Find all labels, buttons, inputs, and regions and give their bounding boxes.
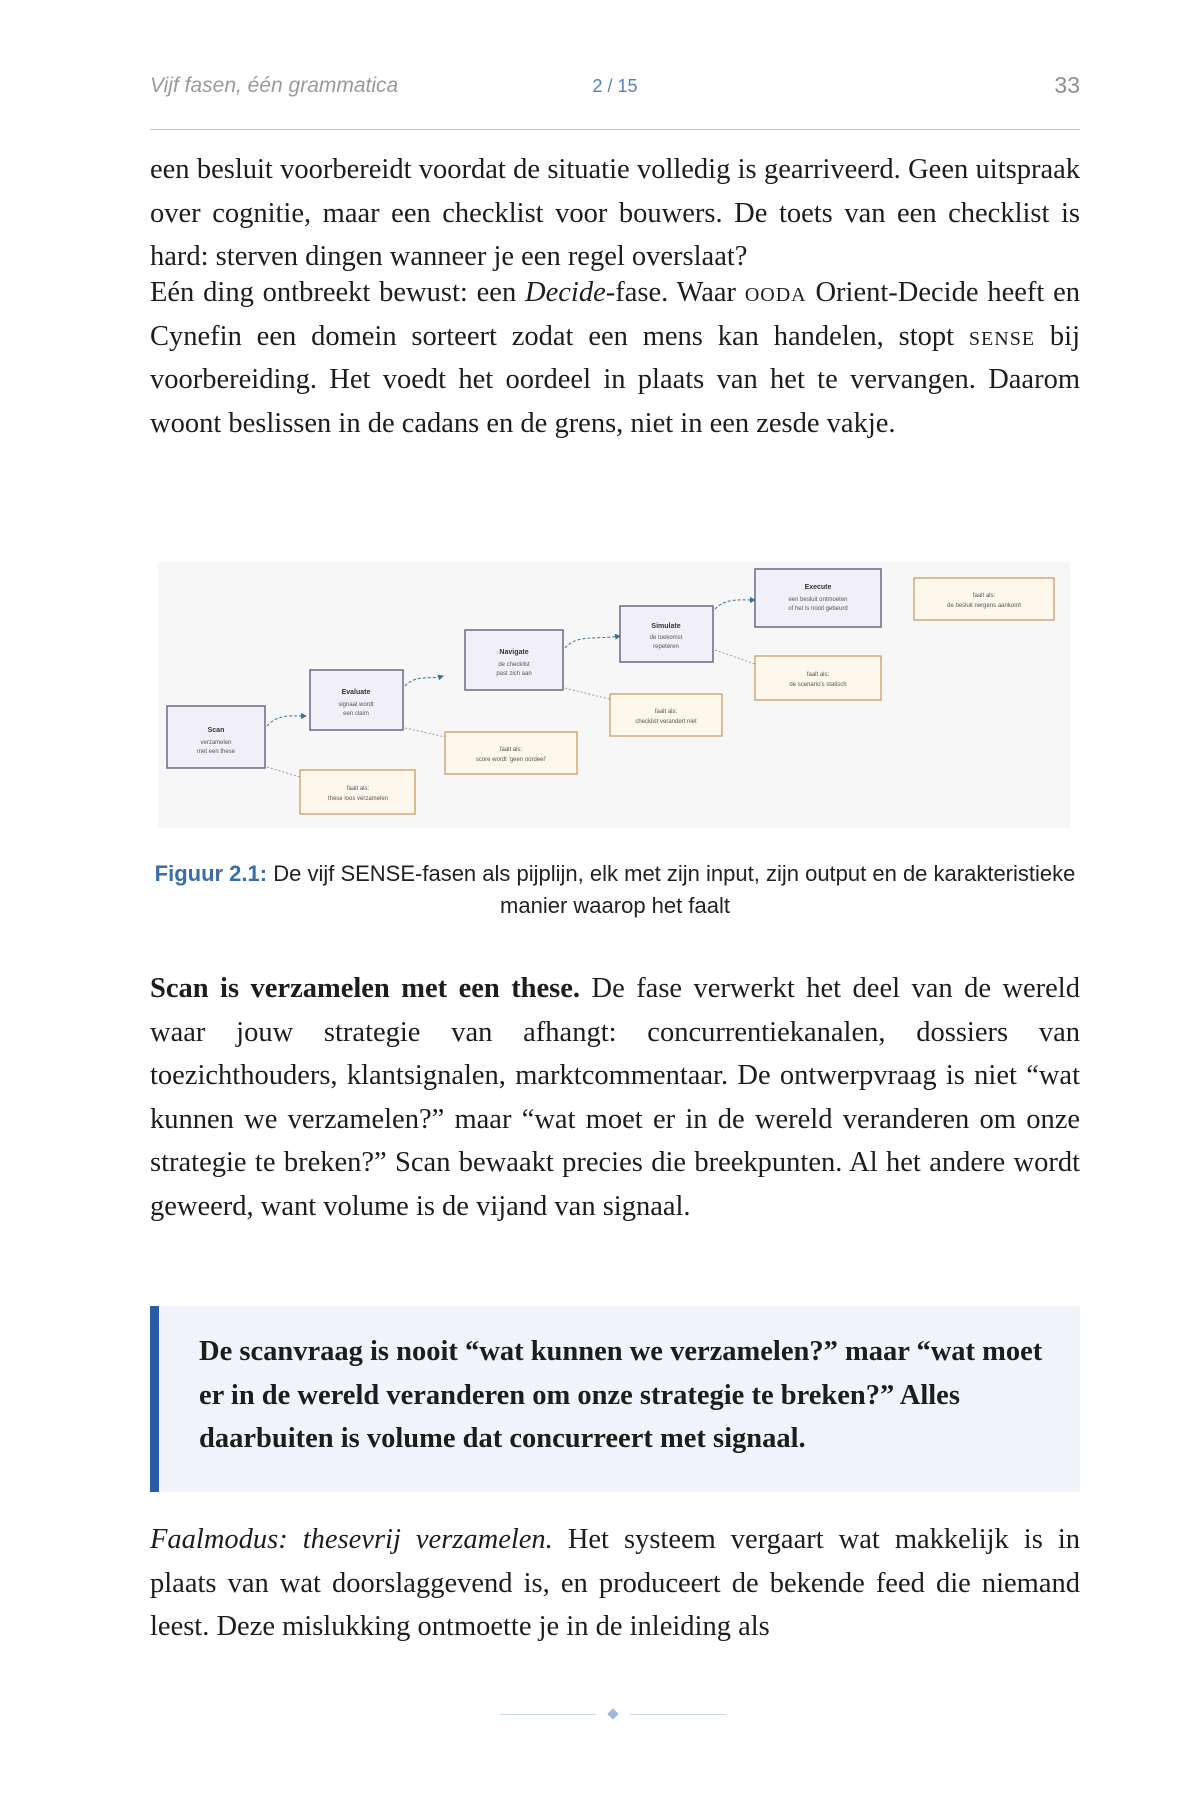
ooda-term: ooda xyxy=(744,277,807,308)
header-rule xyxy=(150,129,1080,130)
fail-link-simulate xyxy=(715,650,755,664)
fail-note-execute-b xyxy=(807,562,830,564)
fail-note-simulate xyxy=(755,656,881,700)
svg-text:de toekomst: de toekomst xyxy=(649,635,683,641)
svg-text:these loos verzamelen: these loos verzamelen xyxy=(327,796,389,802)
connector-evaluate-navigate xyxy=(405,676,443,686)
fail-link-scan xyxy=(267,767,300,777)
svg-text:faalt als:: faalt als: xyxy=(806,672,830,678)
connector-navigate-simulate xyxy=(565,636,620,648)
svg-text:Navigate: Navigate xyxy=(499,649,529,656)
svg-text:een claim: een claim xyxy=(343,711,369,717)
svg-text:de besluit nergens aankomt: de besluit nergens aankomt xyxy=(947,603,1021,609)
fail-link-evaluate xyxy=(405,728,445,737)
svg-text:de checklist: de checklist xyxy=(498,662,530,668)
connector-scan-evaluate xyxy=(267,716,306,726)
svg-text:checklist verandert niet: checklist verandert niet xyxy=(635,719,697,725)
connector-simulate-execute xyxy=(715,600,755,609)
svg-text:faalt als:: faalt als: xyxy=(346,786,370,792)
pipeline-diagram xyxy=(158,562,1070,828)
svg-text:repeteren: repeteren xyxy=(653,644,679,650)
fail-note-execute xyxy=(914,578,1054,620)
running-title: Vijf fasen, één grammatica xyxy=(150,74,399,97)
svg-text:faalt als:: faalt als: xyxy=(972,593,996,599)
scan-lead: Scan is verzamelen met een these. xyxy=(150,973,581,1004)
svg-text:Evaluate: Evaluate xyxy=(341,689,371,696)
callout-box xyxy=(150,1306,1080,1492)
svg-text:past zich aan: past zich aan xyxy=(496,671,532,677)
ornament-line-right xyxy=(630,1714,726,1715)
paragraph-checklist: een besluit voorbereidt voordat de situatie volledig is gearriveerd. Geen uitspraak over cognitie, maar een checklist voor bouwers. De toets van een checklist is hard: sterven dingen wanneer je een regel overslaat? xyxy=(150,154,1080,272)
svg-text:signaal wordt: signaal wordt xyxy=(338,702,374,708)
figure-caption xyxy=(150,858,1080,922)
svg-text:de scenario's statisch: de scenario's statisch xyxy=(789,682,847,688)
svg-text:of het is nooit gebeurd: of het is nooit gebeurd xyxy=(788,606,848,612)
svg-text:verzamelen: verzamelen xyxy=(200,740,232,746)
failure-mode-lead: Faalmodus: thesevrij verzamelen. xyxy=(150,1524,553,1555)
svg-text:Scan: Scan xyxy=(207,727,225,734)
paragraph-failure-mode: Faalmodus: thesevrij verzamelen. Het systeem vergaart wat makkelijk is in plaats van wat doorslaggevend is, en produceert de bekende feed die niemand leest. Deze mislukking ontmoette je in de inleiding als xyxy=(150,1524,1080,1642)
svg-text:faalt als:: faalt als: xyxy=(654,709,678,715)
fail-note-scan xyxy=(300,770,415,814)
svg-text:met een these: met een these xyxy=(196,749,236,755)
svg-text:score wordt ‘geen oordeel’: score wordt ‘geen oordeel’ xyxy=(475,757,547,763)
page-ornament xyxy=(0,1705,1200,1725)
section-page-indicator: 2 / 15 xyxy=(592,76,638,96)
svg-text:Execute: Execute xyxy=(804,584,832,591)
fail-link-navigate xyxy=(565,688,613,700)
page-number: 33 xyxy=(1054,72,1080,98)
ornament-line-left xyxy=(500,1714,596,1715)
node-execute xyxy=(755,569,881,627)
paragraph-decide: Eén ding ontbreekt bewust: een Decide-fase. Waar ooda Orient-Decide heeft en Cynefin een domein sorteert zodat een mens kan handelen, stopt sense bij voorbereiding. Het voedt het oordeel in plaats van het te vervangen. Daarom woont beslissen in de cadans en de grens, niet in een zesde vakje. xyxy=(150,277,1081,439)
fail-note-evaluate xyxy=(445,732,577,774)
sense-pipeline-figure xyxy=(158,562,1070,828)
node-navigate xyxy=(465,630,563,690)
ornament-diamond xyxy=(607,1708,618,1719)
decide-term: Decide xyxy=(525,277,606,308)
caption-text: De vijf SENSE-fasen als pijplijn, elk met zijn input, zijn output en de karakteristieke manier waarop het faalt xyxy=(267,861,1076,918)
caption-label: Figuur 2.1: xyxy=(154,861,268,886)
svg-text:faalt als:: faalt als: xyxy=(499,747,523,753)
svg-text:Simulate: Simulate xyxy=(651,623,681,630)
fail-note-navigate xyxy=(610,694,722,736)
sense-term: sense xyxy=(968,320,1036,352)
node-simulate xyxy=(620,606,713,662)
node-evaluate xyxy=(310,670,403,730)
callout-text: De scanvraag is nooit “wat kunnen we verzamelen?” maar “wat moet er in de wereld veranderen om onze strategie te breken?” Alles daarbuiten is volume dat concurreert met signaal. xyxy=(199,1336,1043,1454)
svg-text:een besluit ontmoeten: een besluit ontmoeten xyxy=(788,597,848,603)
paragraph-scan: Scan is verzamelen met een these. De fase verwerkt het deel van de wereld waar jouw strategie van afhangt: concurrentiekanalen, dossiers van toezichthouders, klantsignalen, marktcommentaar. De ontwerpvraag is niet “wat kunnen we verzamelen?” maar “wat moet er in de wereld veranderen om onze strategie te breken?” Scan bewaakt precies die breekpunten. Al het andere wordt geweerd, want volume is de vijand van signaal. xyxy=(150,973,1080,1222)
node-scan xyxy=(167,706,265,768)
running-header xyxy=(150,70,1080,110)
